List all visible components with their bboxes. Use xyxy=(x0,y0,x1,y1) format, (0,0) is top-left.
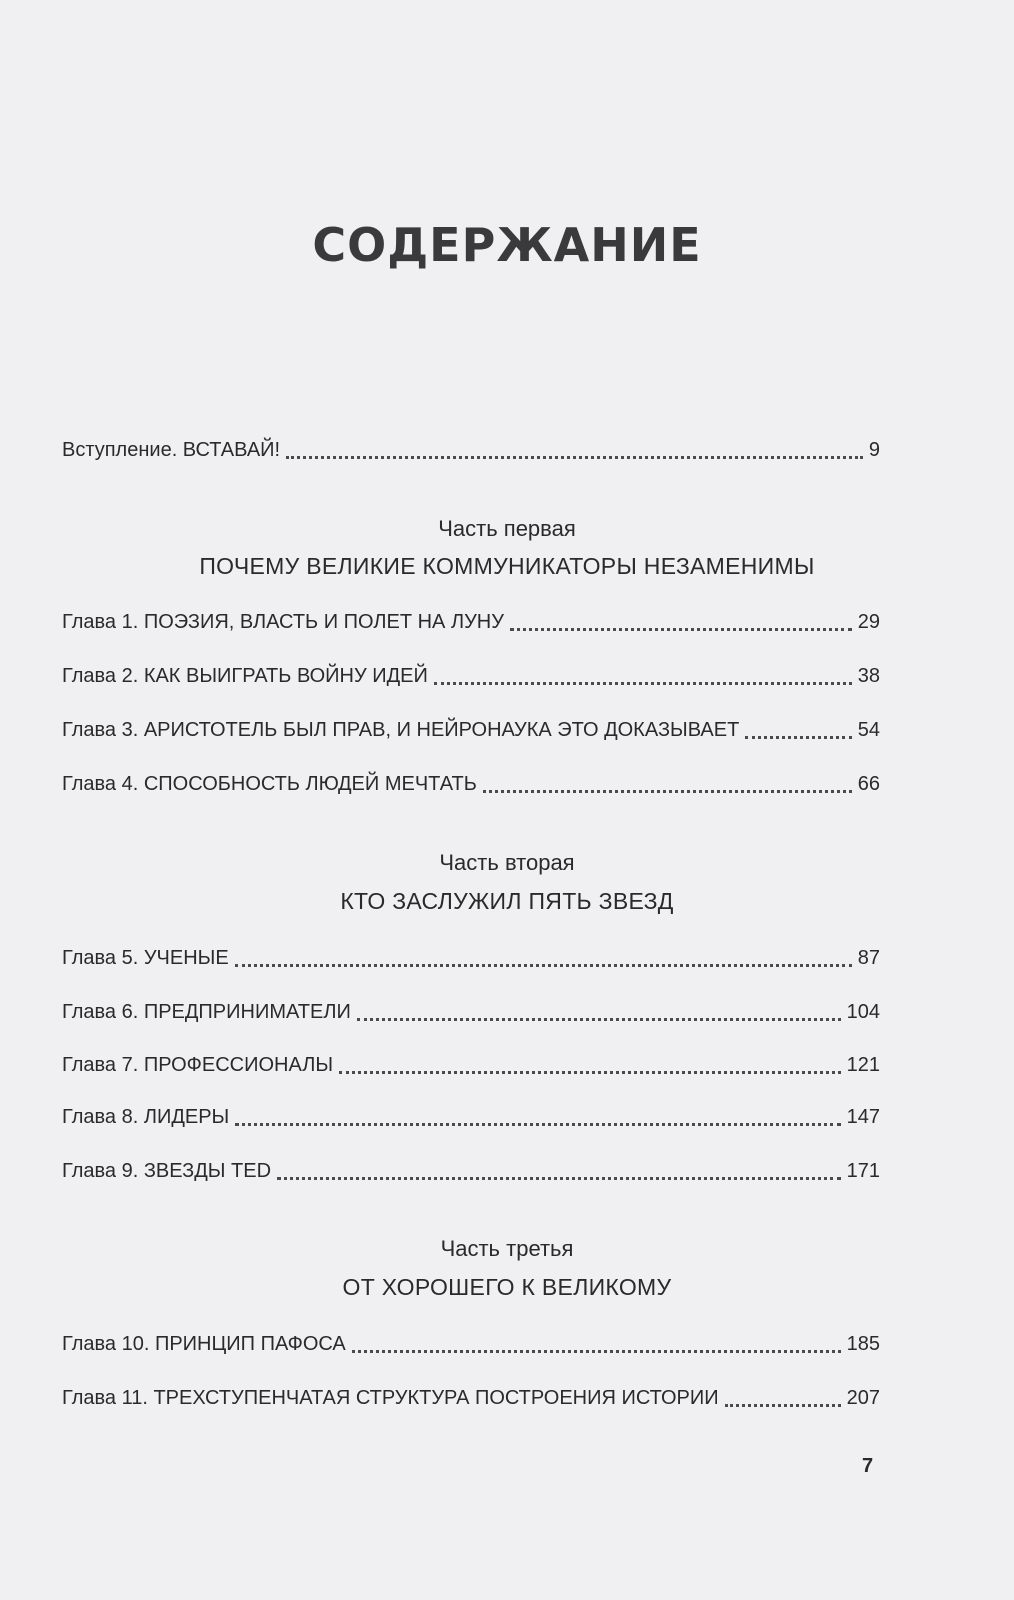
dot-leader xyxy=(352,1330,841,1353)
dot-leader xyxy=(483,770,852,793)
toc-entry-label: Глава 8. ЛИДЕРЫ xyxy=(62,1106,230,1128)
dot-leader xyxy=(357,998,841,1021)
dot-leader xyxy=(235,944,852,967)
toc-entry-label: Глава 5. УЧЕНЫЕ xyxy=(62,947,229,969)
toc-entry xyxy=(62,1095,880,1129)
dot-leader xyxy=(277,1157,841,1180)
toc-entry-page: 207 xyxy=(846,1387,880,1409)
toc-entry-label: Глава 1. ПОЭЗИЯ, ВЛАСТЬ И ПОЛЕТ НА ЛУНУ xyxy=(62,611,504,633)
toc-entry-label: Глава 3. АРИСТОТЕЛЬ БЫЛ ПРАВ, И НЕЙРОНАУКА ЭТО ДОКАЗЫВАЕТ xyxy=(62,719,740,741)
toc-entry-label: Глава 4. СПОСОБНОСТЬ ЛЮДЕЙ МЕЧТАТЬ xyxy=(62,773,477,795)
toc-entry xyxy=(62,1149,880,1183)
page-number: 7 xyxy=(862,1455,874,1477)
toc-entry-page: 38 xyxy=(857,665,880,687)
toc-entry xyxy=(62,1043,880,1077)
toc-entry-page: 66 xyxy=(857,773,880,795)
part-title: ПОЧЕМУ ВЕЛИКИЕ КОММУНИКАТОРЫ НЕЗАМЕНИМЫ xyxy=(199,553,815,579)
toc-entry-page: 147 xyxy=(846,1106,880,1128)
toc-entry xyxy=(62,708,880,742)
page-title: СОДЕРЖАНИЕ xyxy=(312,218,702,272)
toc-entry-page: 54 xyxy=(857,719,880,741)
part-title: ОТ ХОРОШЕГО К ВЕЛИКОМУ xyxy=(342,1274,672,1300)
toc-entry-label: Глава 2. КАК ВЫИГРАТЬ ВОЙНУ ИДЕЙ xyxy=(62,665,428,687)
part-label: Часть вторая xyxy=(439,850,575,875)
dot-leader xyxy=(434,662,852,685)
toc-entry-page: 171 xyxy=(846,1160,880,1182)
dot-leader xyxy=(725,1384,841,1407)
toc-entry xyxy=(62,990,880,1024)
toc-entry xyxy=(62,936,880,970)
toc-entry xyxy=(62,1376,880,1410)
dot-leader xyxy=(235,1103,840,1126)
toc-entry xyxy=(62,762,880,796)
part-title: КТО ЗАСЛУЖИЛ ПЯТЬ ЗВЕЗД xyxy=(340,888,674,914)
toc-entry xyxy=(62,600,880,634)
toc-entry-label: Глава 10. ПРИНЦИП ПАФОСА xyxy=(62,1333,346,1355)
part-label: Часть третья xyxy=(440,1236,574,1261)
toc-entry-page: 9 xyxy=(868,439,880,461)
toc-entry-label: Глава 7. ПРОФЕССИОНАЛЫ xyxy=(62,1054,334,1076)
toc-entry-page: 104 xyxy=(846,1001,880,1023)
toc-entry-label: Глава 6. ПРЕДПРИНИМАТЕЛИ xyxy=(62,1001,351,1023)
dot-leader xyxy=(339,1051,841,1074)
toc-entry-label: Глава 11. ТРЕХСТУПЕНЧАТАЯ СТРУКТУРА ПОСТРОЕНИЯ ИСТОРИИ xyxy=(62,1387,719,1409)
toc-entry-page: 29 xyxy=(857,611,880,633)
toc-entry-intro xyxy=(62,428,880,462)
toc-entry-page: 121 xyxy=(846,1054,880,1076)
toc-entry-page: 185 xyxy=(846,1333,880,1355)
part-label: Часть первая xyxy=(438,516,576,541)
dot-leader xyxy=(745,716,851,739)
toc-entry-page: 87 xyxy=(857,947,880,969)
toc-entry-label: Вступление. ВСТАВАЙ! xyxy=(62,439,281,461)
toc-entry xyxy=(62,654,880,688)
dot-leader xyxy=(286,436,863,459)
toc-entry xyxy=(62,1322,880,1356)
toc-entry-label: Глава 9. ЗВЕЗДЫ TED xyxy=(62,1160,272,1182)
dot-leader xyxy=(510,608,852,631)
